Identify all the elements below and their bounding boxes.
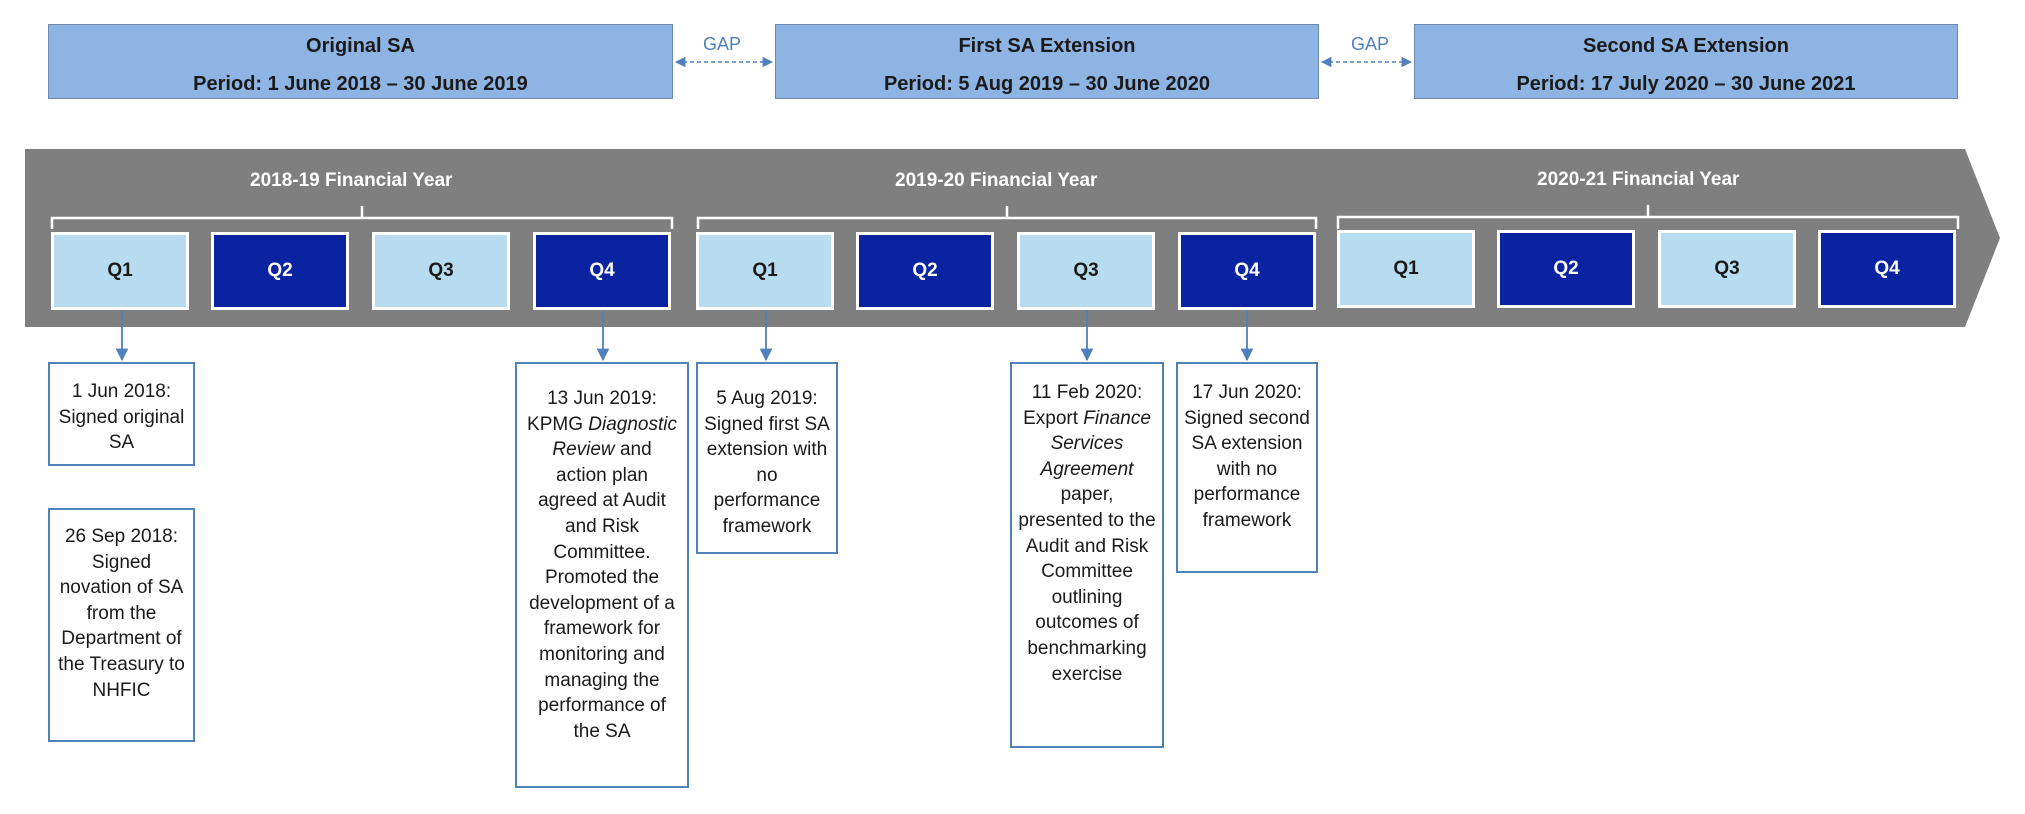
note-13-jun-2019 [515,362,689,788]
fy-2019-20-label: 2019-20 Financial Year [895,170,1098,191]
fy1-q4: Q4 [533,232,671,310]
note-17-jun-2020 [1176,362,1318,573]
note-3-em: Diagnostic Review [552,413,677,461]
note-2-text: 26 Sep 2018: Signed novation of SA from the Department of the Treasury to NHFIC [58,526,185,701]
fy1-q3: Q3 [372,232,510,310]
note-5-em: Finance Services Agreement [1040,407,1151,480]
fy1-q2: Q2 [211,232,349,310]
second-extension-title: Second SA Extension [1583,35,1789,57]
note-1-jun-2018 [48,362,195,466]
fy2-q3: Q3 [1017,232,1155,310]
original-sa-title: Original SA [306,35,415,57]
first-extension-period: Period: 5 Aug 2019 – 30 June 2020 [883,73,1211,95]
fy2-q2: Q2 [856,232,994,310]
gap-label-2: GAP [1351,34,1390,54]
note-connectors [122,310,1247,360]
fy-brackets [52,205,1958,229]
fy3-q1: Q1 [1337,230,1475,308]
note-5-post: paper, presented to the Audit and Risk Committee outlining outcomes of benchmarking exercise [1018,484,1156,685]
fy-2018-19-label: 2018-19 Financial Year [250,170,453,191]
fy3-q4: Q4 [1818,230,1956,308]
fy3-q3: Q3 [1658,230,1796,308]
original-sa-period: Period: 1 June 2018 – 30 June 2019 [193,73,528,95]
note-11-feb-2020 [1010,362,1164,748]
fy1-q1: Q1 [51,232,189,310]
gap-label-1: GAP [703,34,742,54]
fy3-q2: Q2 [1497,230,1635,308]
fy2-q1: Q1 [696,232,834,310]
fy2-q4: Q4 [1178,232,1316,310]
first-extension-title: First SA Extension [958,35,1136,57]
note-3-pre: 13 Jun 2019: KPMG [527,388,657,435]
note-4-text: 5 Aug 2019: Signed first SA extension with no performance framework [704,388,830,537]
note-3-post: and action plan agreed at Audit and Risk Committee. Promoted the development of a framework for monitoring and managing the performance of the SA [529,439,675,742]
note-6-text: 17 Jun 2020: Signed second SA extension with no performance framework [1184,382,1310,531]
note-26-sep-2018 [48,508,195,742]
note-5-pre: 11 Feb 2020: Export [1023,382,1143,429]
second-extension-period: Period: 17 July 2020 – 30 June 2021 [1516,73,1856,95]
note-5-aug-2019 [696,362,838,554]
note-1-text: 1 Jun 2018: Signed original SA [58,381,185,454]
fy-2020-21-label: 2020-21 Financial Year [1537,169,1740,190]
